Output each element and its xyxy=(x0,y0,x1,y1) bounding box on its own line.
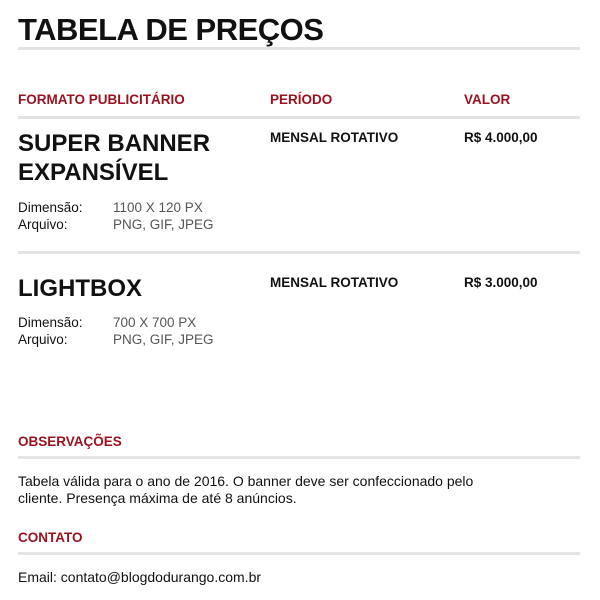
period-cell: MENSAL ROTATIVO xyxy=(270,275,399,290)
title-divider xyxy=(18,47,580,50)
contact-email: Email: contato@blogdodurango.com.br xyxy=(18,569,262,585)
dimension-value: 700 X 700 PX xyxy=(113,315,197,330)
column-header-value: VALOR xyxy=(464,92,511,107)
page-title: TABELA DE PREÇOS xyxy=(18,12,324,47)
header-divider xyxy=(18,116,580,119)
format-name: SUPER BANNER xyxy=(18,130,211,157)
file-label: Arquivo: xyxy=(18,217,68,232)
contact-divider xyxy=(18,552,580,555)
format-name-line2: EXPANSÍVEL xyxy=(18,159,169,186)
period-cell: MENSAL ROTATIVO xyxy=(270,130,399,145)
observations-line2: cliente. Presença máxima de até 8 anúncios. xyxy=(18,490,297,506)
price-cell: R$ 4.000,00 xyxy=(464,130,538,145)
file-value: PNG, GIF, JPEG xyxy=(113,332,214,347)
file-label: Arquivo: xyxy=(18,332,68,347)
dimension-value: 1100 X 120 PX xyxy=(113,200,203,215)
price-cell: R$ 3.000,00 xyxy=(464,275,538,290)
column-header-format: FORMATO PUBLICITÁRIO xyxy=(18,92,185,107)
observations-divider xyxy=(18,456,580,459)
observations-heading: OBSERVAÇÕES xyxy=(18,434,122,449)
contact-heading: CONTATO xyxy=(18,530,83,545)
dimension-label: Dimensão: xyxy=(18,315,83,330)
dimension-label: Dimensão: xyxy=(18,200,83,215)
format-name: LIGHTBOX xyxy=(18,275,142,302)
file-value: PNG, GIF, JPEG xyxy=(113,217,214,232)
row-divider xyxy=(18,251,580,254)
observations-line1: Tabela válida para o ano de 2016. O banner deve ser confeccionado pelo xyxy=(18,473,474,489)
column-header-period: PERÍODO xyxy=(270,92,333,107)
